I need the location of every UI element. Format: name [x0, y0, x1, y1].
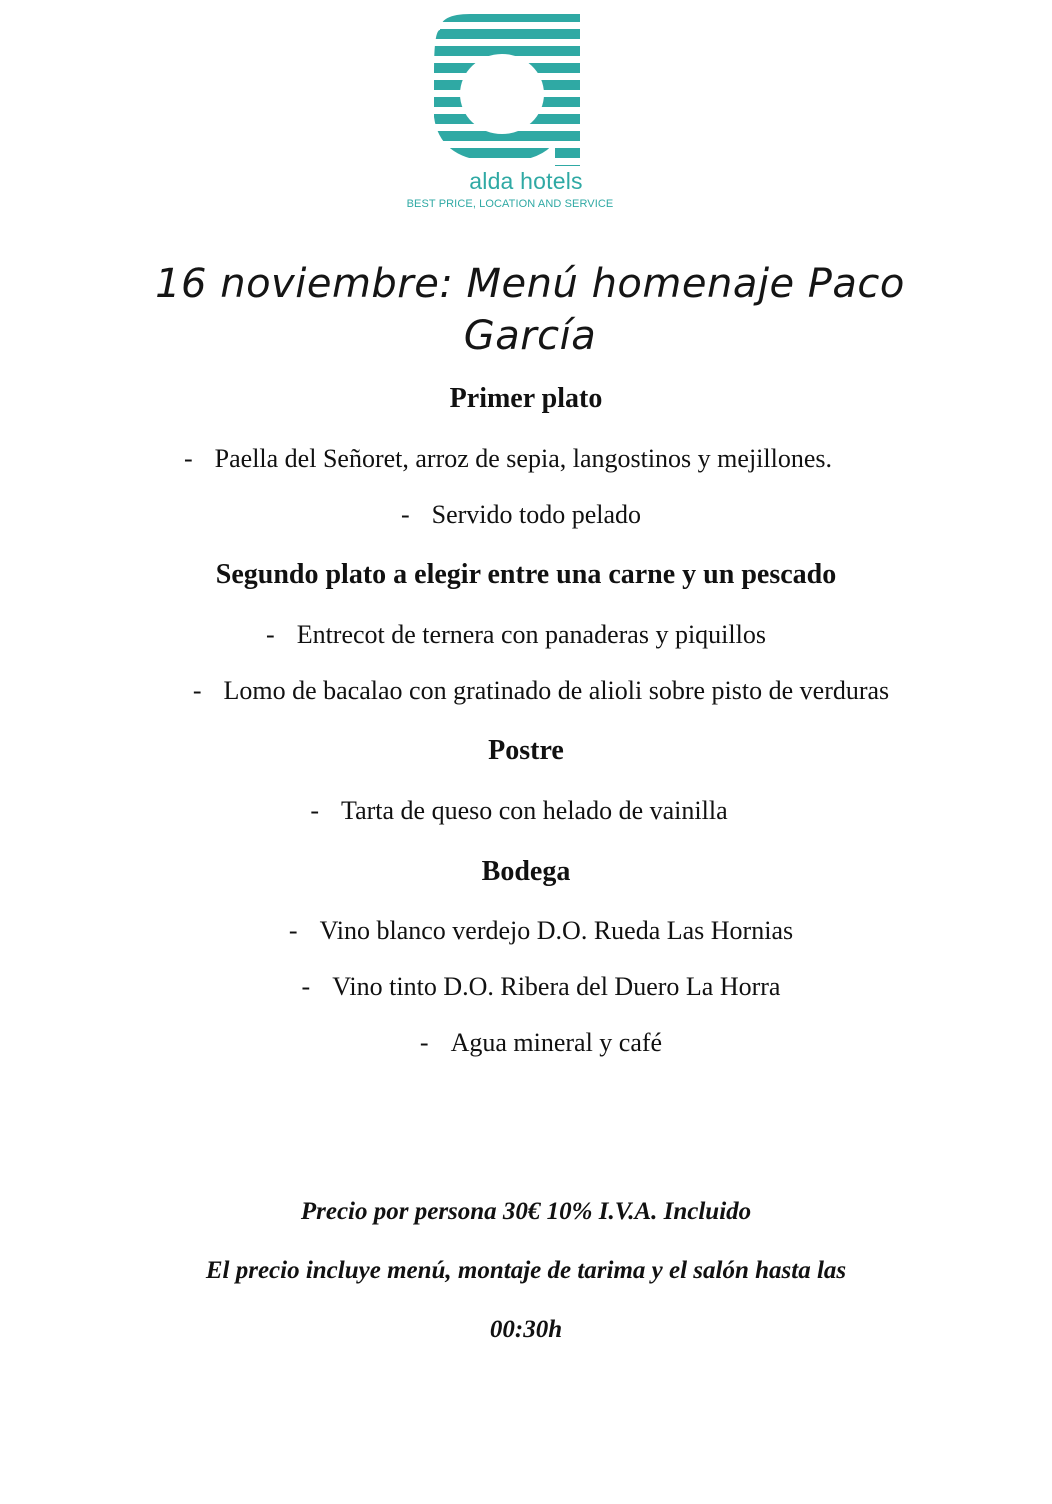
brand-name: alda hotels	[469, 168, 583, 194]
menu-item-text: Servido todo pelado	[431, 500, 642, 529]
menu-item-text: Tarta de queso con helado de vainilla	[341, 796, 728, 825]
menu-item-text: Entrecot de ternera con panaderas y piquillos	[296, 620, 766, 649]
bullet-dash: -	[266, 620, 275, 649]
bullet-dash: -	[192, 676, 202, 705]
menu-item-text: Paella del Señoret, arroz de sepia, langostinos y mejillones.	[214, 444, 832, 473]
brand-tagline: BEST PRICE, LOCATION AND SERVICE	[406, 198, 614, 210]
bullet-dash: -	[301, 972, 311, 1001]
menu-item-text: Vino tinto D.O. Ribera del Duero La Horra	[332, 972, 781, 1001]
menu-item	[0, 796, 1045, 826]
included-note-time: 00:30h	[489, 1316, 563, 1343]
bullet-dash: -	[310, 796, 320, 825]
alda-hotels-logo-icon	[430, 12, 590, 168]
bullet-dash: -	[400, 500, 410, 529]
menu-item-text: Vino blanco verdejo D.O. Rueda Las Hornias	[319, 916, 794, 945]
section-heading-postre: Postre	[488, 735, 564, 766]
menu-item	[15, 676, 1052, 706]
bullet-dash: -	[183, 444, 193, 473]
menu-item-text: Lomo de bacalao con gratinado de alioli sobre pisto de verduras	[223, 676, 890, 705]
section-heading-segundo-plato: Segundo plato a elegir entre una carne y un pescado	[215, 559, 837, 590]
menu-item	[15, 1028, 1052, 1058]
bullet-dash: -	[419, 1028, 429, 1057]
menu-title: 16 noviembre: Menú homenaje Paco García	[155, 261, 905, 359]
menu-item	[0, 444, 1034, 474]
menu-item	[15, 916, 1052, 946]
price-note: Precio por persona 30€ 10% I.V.A. Incluido	[300, 1198, 752, 1225]
menu-item-text: Agua mineral y café	[450, 1028, 663, 1057]
menu-item	[15, 972, 1052, 1002]
section-heading-primer-plato: Primer plato	[449, 383, 603, 414]
bullet-dash: -	[288, 916, 298, 945]
brand-logo	[0, 0, 1052, 230]
included-note: El precio incluye menú, montaje de tarima y el salón hasta las	[205, 1257, 847, 1284]
section-heading-bodega: Bodega	[481, 856, 571, 887]
menu-item	[0, 620, 1042, 650]
menu-item	[0, 500, 1047, 530]
